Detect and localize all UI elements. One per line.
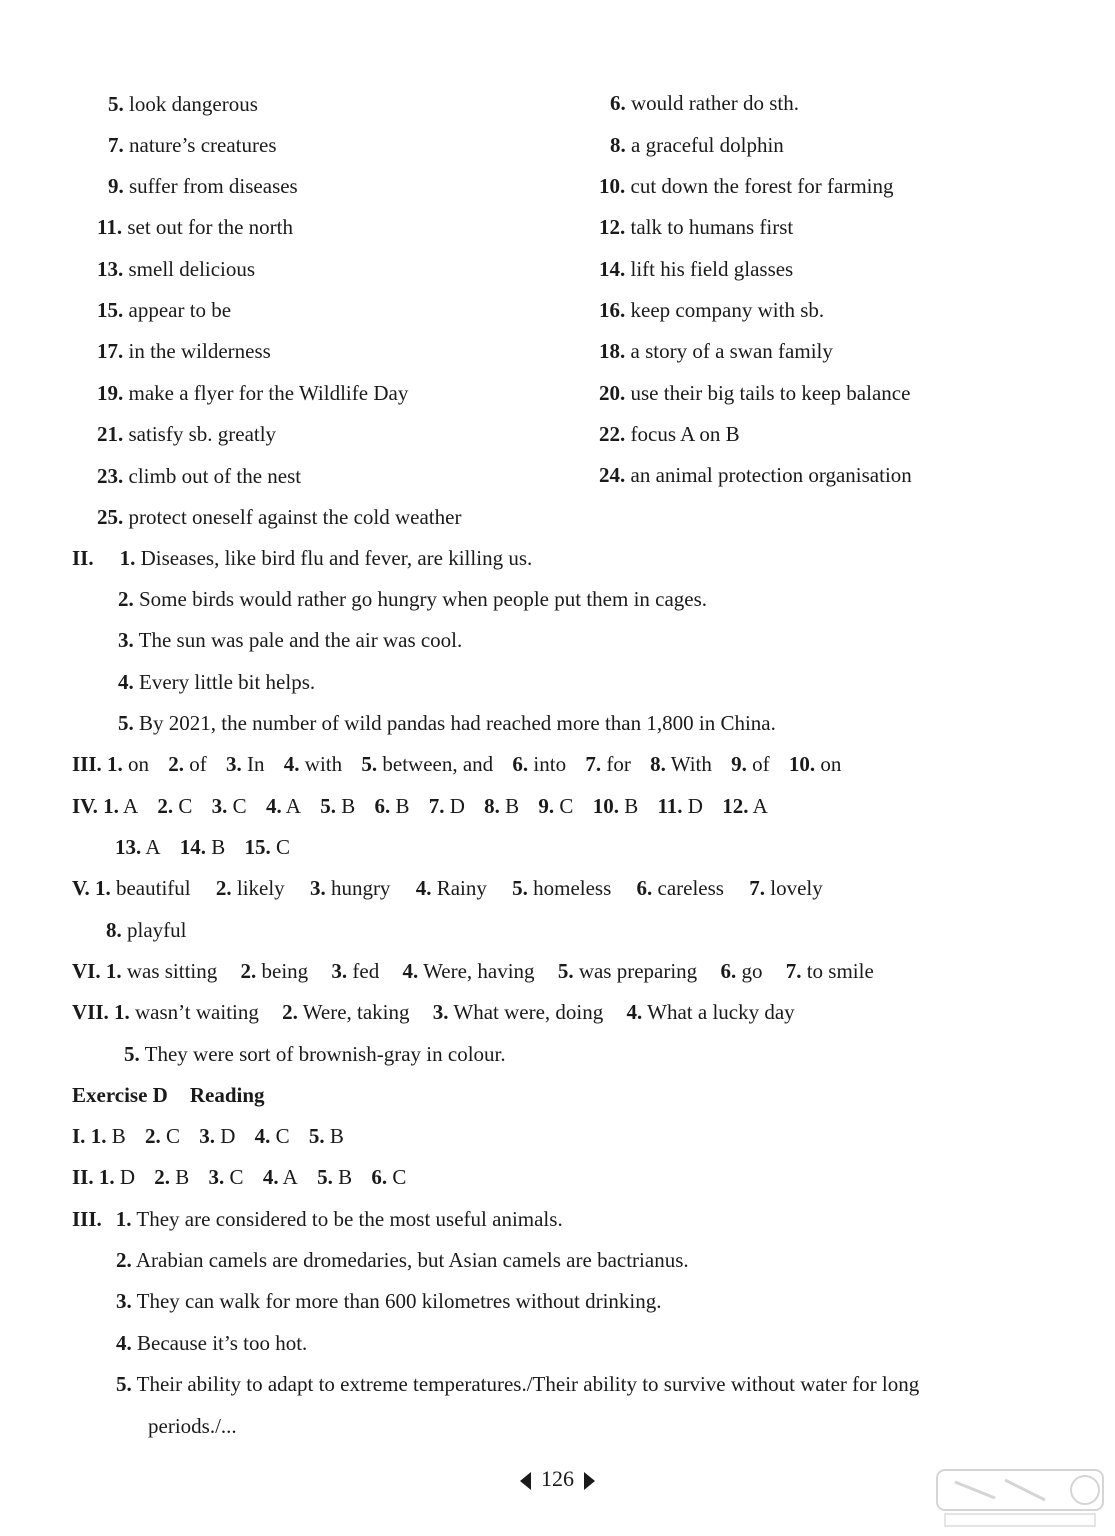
exercise-d-part-i: I. 1. B 2. C 3. D 4. C 5. B	[72, 1124, 344, 1148]
list-item: 21. satisfy sb. greatly	[97, 422, 277, 446]
list-item: 12. talk to humans first	[599, 215, 794, 239]
list-item: 11. set out for the north	[97, 215, 293, 239]
list-item: 10. cut down the forest for farming	[599, 174, 894, 198]
list-item: 14. lift his field glasses	[599, 257, 794, 281]
watermark-icon	[935, 1468, 1105, 1530]
list-item: 2. Arabian camels are dromedaries, but Asian camels are bactrianus.	[116, 1248, 689, 1272]
list-item: 5. By 2021, the number of wild pandas had reached more than 1,800 in China.	[118, 711, 776, 735]
list-item: 9. suffer from diseases	[108, 174, 298, 198]
list-item: 16. keep company with sb.	[599, 298, 825, 322]
section-iv-continued: 13. A 14. B 15. C	[115, 835, 291, 859]
list-item: 2. Some birds would rather go hungry when people put them in cages.	[118, 587, 708, 611]
list-item: 19. make a flyer for the Wildlife Day	[97, 381, 409, 405]
list-item: 15. appear to be	[97, 298, 232, 322]
list-item: 5. Their ability to adapt to extreme temperatures./Their ability to survive without water for long	[116, 1372, 920, 1396]
section-iii: III. 1. on 2. of 3. In 4. with 5. between, and 6. into 7. for 8. With 9. of 10. on	[72, 752, 842, 776]
list-item: 22. focus A on B	[599, 422, 740, 446]
exercise-d-heading: Exercise D Reading	[72, 1083, 265, 1107]
list-item: 6. would rather do sth.	[610, 91, 799, 115]
section-iv: IV. 1. A 2. C 3. C 4. A 5. B 6. B 7. D 8. B 9. C 10. B 11. D 12. A	[72, 794, 768, 818]
exercise-d-part-ii: II. 1. D 2. B 3. C 4. A 5. B 6. C	[72, 1165, 407, 1189]
list-item: 17. in the wilderness	[97, 339, 271, 363]
list-item: 3. They can walk for more than 600 kilometres without drinking.	[116, 1289, 662, 1313]
list-item: 5. They were sort of brownish-gray in colour.	[124, 1042, 506, 1066]
list-item: 25. protect oneself against the cold weather	[97, 505, 462, 529]
section-ii: II. 1. Diseases, like bird flu and fever, are killing us.	[72, 546, 533, 570]
list-item: 3. The sun was pale and the air was cool.	[118, 628, 463, 652]
list-item: 8. playful	[106, 918, 187, 942]
section-v: V. 1. beautiful 2. likely 3. hungry 4. Rainy 5. homeless 6. careless 7. lovely	[72, 876, 823, 900]
list-item: 4. Because it’s too hot.	[116, 1331, 308, 1355]
section-vii: VII. 1. wasn’t waiting 2. Were, taking 3. What were, doing 4. What a lucky day	[72, 1000, 795, 1024]
triangle-left-icon	[520, 1472, 531, 1490]
watermark-logo	[935, 1468, 1105, 1530]
page-number: 126	[541, 1466, 574, 1491]
list-item: 8. a graceful dolphin	[610, 133, 784, 157]
section-vi: VI. 1. was sitting 2. being 3. fed 4. Were, having 5. was preparing 6. go 7. to smile	[72, 959, 874, 983]
list-item: 20. use their big tails to keep balance	[599, 381, 911, 405]
list-item: 7. nature’s creatures	[108, 133, 277, 157]
list-item: 24. an animal protection organisation	[599, 463, 912, 487]
list-item-continued: periods./...	[148, 1414, 237, 1438]
list-item: 5. look dangerous	[108, 92, 258, 116]
list-item: 13. smell delicious	[97, 257, 256, 281]
exercise-d-part-iii: III. 1. They are considered to be the most useful animals.	[72, 1207, 563, 1231]
list-item: 18. a story of a swan family	[599, 339, 833, 363]
list-item: 23. climb out of the nest	[97, 464, 302, 488]
list-item: 4. Every little bit helps.	[118, 670, 316, 694]
triangle-right-icon	[584, 1472, 595, 1490]
